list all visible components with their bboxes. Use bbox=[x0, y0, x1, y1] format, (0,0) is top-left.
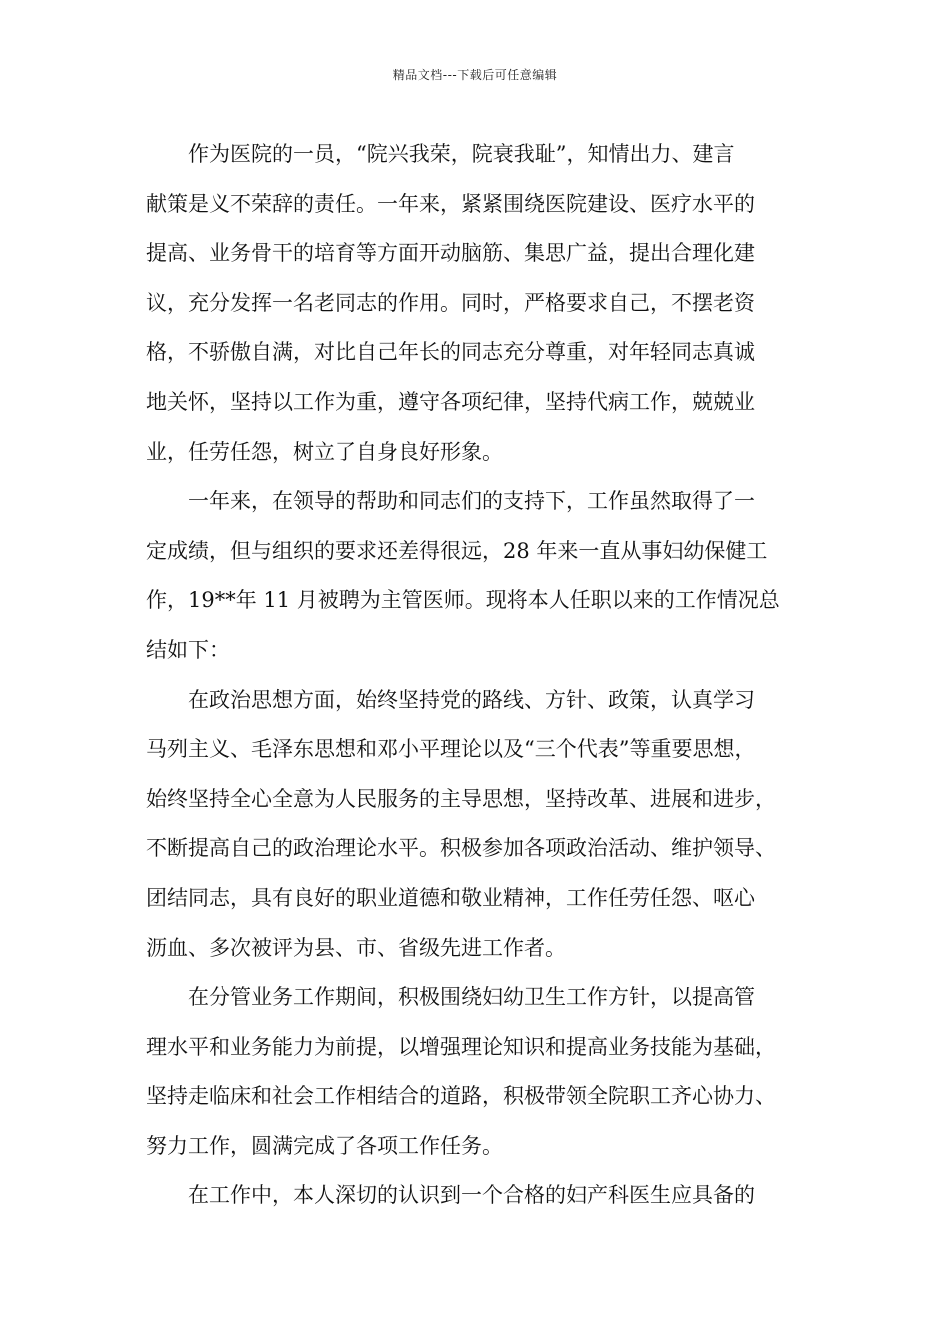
text-line: 在工作中，本人深切的认识到一个合格的妇产科医生应具备的 bbox=[188, 1183, 755, 1208]
text-line: 一年来，在领导的帮助和同志们的支持下，工作虽然取得了一 bbox=[188, 489, 755, 514]
text-line: 格，不骄傲自满，对比自己年长的同志充分尊重，对年轻同志真诚 bbox=[146, 340, 755, 365]
text-line: 坚持走临床和社会工作相结合的道路，积极带领全院职工齐心协力、 bbox=[146, 1084, 776, 1109]
text-line: 结如下： bbox=[146, 637, 230, 662]
text-line: 马列主义、毛泽东思想和邓小平理论以及“三个代表”等重要思想， bbox=[146, 737, 756, 762]
text-line: 理水平和业务能力为前提，以增强理论知识和提高业务技能为基础， bbox=[146, 1034, 776, 1059]
text-line: 在分管业务工作期间，积极围绕妇幼卫生工作方针，以提高管 bbox=[188, 985, 755, 1010]
text-line: 始终坚持全心全意为人民服务的主导思想，坚持改革、进展和进步， bbox=[146, 786, 776, 811]
text-line: 沥血、多次被评为县、市、省级先进工作者。 bbox=[146, 935, 566, 960]
text-line: 作为医院的一员，“院兴我荣，院衰我耻”，知情出力、建言 bbox=[188, 142, 735, 166]
text-line: 议，充分发挥一名老同志的作用。同时，严格要求自己，不摆老资 bbox=[146, 290, 755, 315]
text-line: 作，19**年 11 月被聘为主管医师。现将本人任职以来的工作情况总 bbox=[146, 588, 780, 613]
text-line: 业，任劳任怨，树立了自身良好形象。 bbox=[146, 439, 503, 464]
text-line: 努力工作，圆满完成了各项工作任务。 bbox=[146, 1133, 503, 1158]
text-line: 定成绩，但与组织的要求还差得很远，28 年来一直从事妇幼保健工 bbox=[146, 538, 768, 563]
text-line: 在政治思想方面，始终坚持党的路线、方针、政策，认真学习 bbox=[188, 687, 755, 712]
text-line: 不断提高自己的政治理论水平。积极参加各项政治活动、维护领导、 bbox=[146, 836, 776, 861]
document-body bbox=[146, 130, 808, 1221]
page-header: 精品文档---下载后可任意编辑 bbox=[392, 68, 558, 82]
text-line: 地关怀，坚持以工作为重，遵守各项纪律，坚持代病工作，兢兢业 bbox=[146, 389, 755, 414]
text-line: 提高、业务骨干的培育等方面开动脑筋、集思广益，提出合理化建 bbox=[146, 241, 755, 266]
text-line: 献策是义不荣辞的责任。一年来，紧紧围绕医院建设、医疗水平的 bbox=[146, 191, 755, 216]
text-line: 团结同志，具有良好的职业道德和敬业精神，工作任劳任怨、呕心 bbox=[146, 885, 755, 910]
